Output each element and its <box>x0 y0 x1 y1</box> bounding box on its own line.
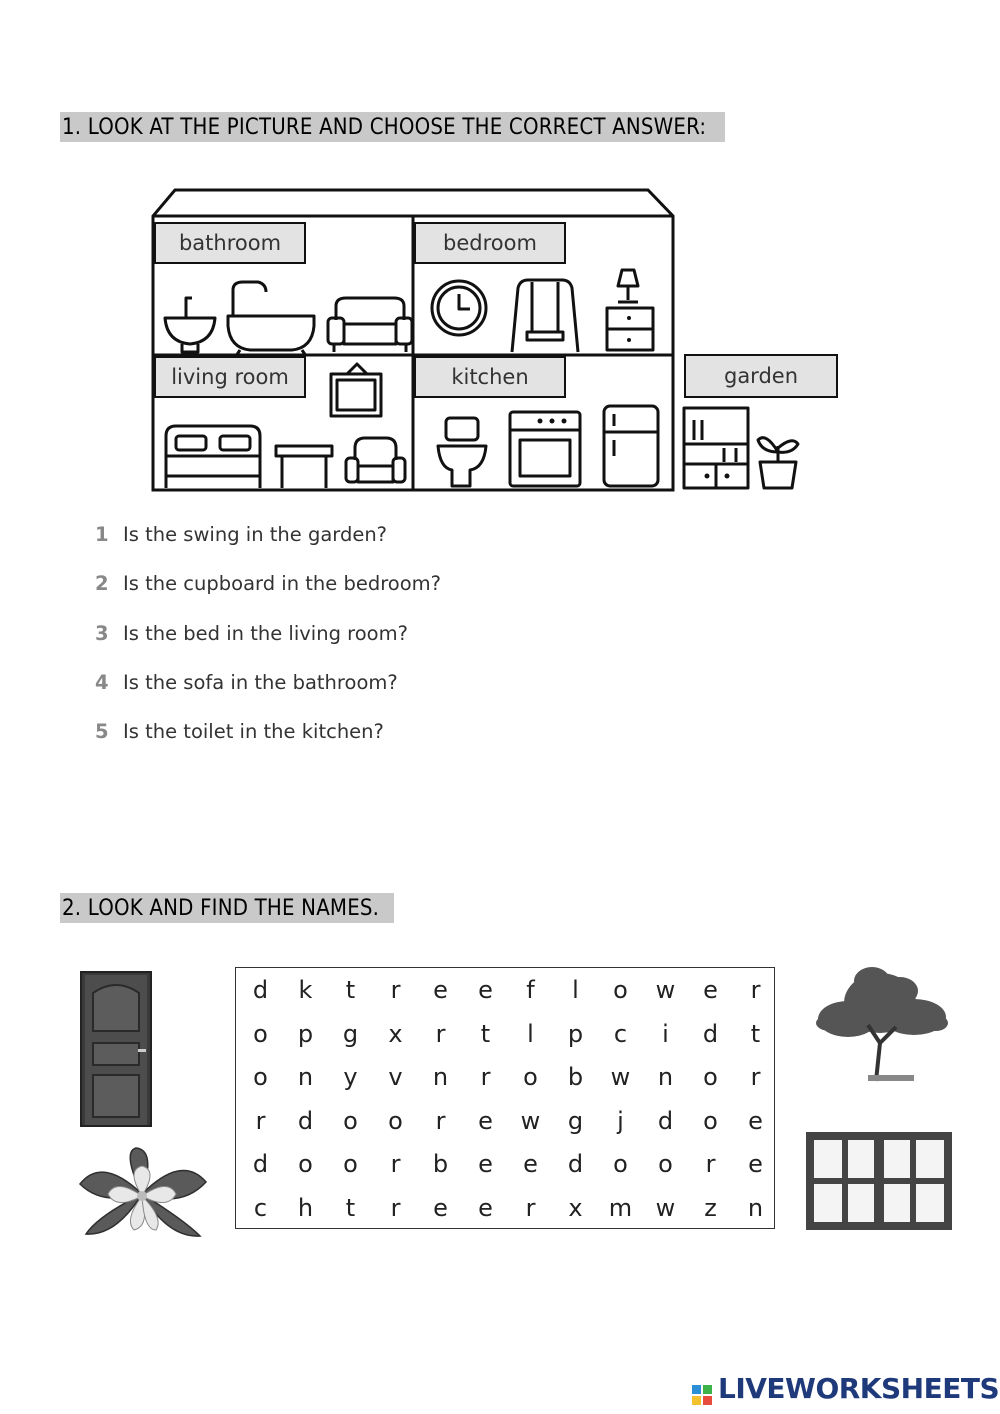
liveworksheets-logo-icon <box>692 1371 716 1407</box>
swing-icon <box>512 280 578 352</box>
grid-cell-r3-c11[interactable]: o <box>703 1063 718 1091</box>
grid-cell-r6-c1[interactable]: c <box>253 1193 268 1222</box>
grid-cell-r2-c1[interactable]: o <box>253 1019 268 1048</box>
grid-cell-r6-c8[interactable]: x <box>568 1193 583 1222</box>
word-search-grid[interactable] <box>235 967 775 1229</box>
grid-cell-r4-c9[interactable]: j <box>617 1106 624 1135</box>
grid-cell-r3-c1[interactable]: o <box>253 1063 268 1091</box>
grid-cell-r4-c3[interactable]: o <box>343 1106 358 1135</box>
sofa-icon <box>328 298 412 352</box>
grid-cell-r4-c12[interactable]: e <box>748 1106 763 1135</box>
house-illustration <box>0 0 1000 500</box>
grid-cell-r1-c5[interactable]: e <box>433 976 448 1004</box>
section1-heading: 1. LOOK AT THE PICTURE AND CHOOSE THE CORRECT ANSWER: <box>60 112 725 142</box>
grid-cell-r2-c2[interactable]: p <box>297 1019 314 1048</box>
door-picture <box>80 971 152 1127</box>
clock-icon <box>432 281 486 335</box>
nightstand-lamp-icon <box>607 270 653 350</box>
grid-cell-r3-c2[interactable]: n <box>297 1063 314 1091</box>
grid-cell-r6-c12[interactable]: n <box>747 1193 764 1222</box>
grid-cell-r6-c11[interactable]: z <box>704 1193 717 1222</box>
grid-cell-r2-c6[interactable]: t <box>480 1019 491 1048</box>
grid-cell-r3-c6[interactable]: r <box>480 1063 491 1091</box>
grid-cell-r1-c4[interactable]: r <box>390 976 401 1004</box>
grid-cell-r3-c12[interactable]: r <box>750 1063 761 1091</box>
grid-cell-r4-c8[interactable]: g <box>567 1106 584 1135</box>
bed-icon <box>166 426 260 488</box>
grid-cell-r5-c1[interactable]: d <box>252 1150 269 1178</box>
brand-name: LIVEWORKSHEETS <box>718 1372 1000 1405</box>
grid-cell-r2-c8[interactable]: p <box>567 1019 584 1048</box>
picture-frame-icon <box>331 364 381 416</box>
grid-cell-r1-c11[interactable]: e <box>703 976 718 1004</box>
grid-cell-r2-c3[interactable]: g <box>342 1019 359 1048</box>
grid-cell-r6-c10[interactable]: w <box>655 1193 676 1222</box>
grid-cell-r5-c6[interactable]: e <box>478 1150 493 1178</box>
grid-cell-r6-c4[interactable]: r <box>390 1193 401 1222</box>
grid-cell-r4-c11[interactable]: o <box>703 1106 718 1135</box>
grid-cell-r3-c7[interactable]: o <box>523 1063 538 1091</box>
grid-cell-r2-c12[interactable]: t <box>750 1019 761 1048</box>
room-label-kitchen-text: kitchen <box>451 365 529 389</box>
grid-cell-r1-c3[interactable]: t <box>345 976 356 1004</box>
room-label-bedroom-text: bedroom <box>443 231 537 255</box>
flower-picture <box>72 1146 212 1242</box>
grid-cell-r5-c12[interactable]: e <box>748 1150 763 1178</box>
grid-cell-r1-c8[interactable]: l <box>572 976 579 1004</box>
grid-cell-r2-c5[interactable]: r <box>435 1019 446 1048</box>
grid-cell-r3-c8[interactable]: b <box>567 1063 584 1091</box>
grid-cell-r5-c8[interactable]: d <box>567 1150 584 1178</box>
table-icon <box>276 446 332 488</box>
toilet-icon <box>438 418 486 486</box>
grid-cell-r3-c5[interactable]: n <box>432 1063 449 1091</box>
tree-picture <box>810 963 950 1085</box>
grid-cell-r2-c9[interactable]: c <box>613 1019 628 1048</box>
grid-cell-r1-c2[interactable]: k <box>298 976 313 1004</box>
grid-cell-r2-c7[interactable]: l <box>527 1019 534 1048</box>
grid-cell-r4-c7[interactable]: w <box>520 1106 541 1135</box>
section2-heading: 2. LOOK AND FIND THE NAMES. <box>60 893 394 923</box>
grid-cell-r1-c10[interactable]: w <box>655 976 676 1004</box>
grid-cell-r5-c11[interactable]: r <box>705 1150 716 1178</box>
grid-cell-r3-c10[interactable]: n <box>657 1063 674 1091</box>
room-label-living-room <box>155 357 305 397</box>
room-label-living-room-text: living room <box>171 365 289 389</box>
grid-cell-r5-c9[interactable]: o <box>613 1150 628 1178</box>
grid-cell-r3-c3[interactable]: y <box>343 1063 358 1091</box>
question-1: 1 Is the swing in the garden? <box>95 523 388 546</box>
door-handle-icon <box>138 1049 146 1052</box>
room-label-garden-text: garden <box>723 364 799 388</box>
bathtub-icon <box>228 282 314 356</box>
grid-cell-r5-c2[interactable]: o <box>298 1150 313 1178</box>
grid-cell-r6-c3[interactable]: t <box>345 1193 356 1222</box>
armchair-icon <box>346 438 405 482</box>
grid-cell-r6-c9[interactable]: m <box>608 1193 633 1222</box>
grid-cell-r5-c10[interactable]: o <box>658 1150 673 1178</box>
window-picture <box>806 1132 952 1230</box>
grid-cell-r3-c9[interactable]: w <box>610 1063 631 1091</box>
grid-cell-r5-c3[interactable]: o <box>343 1150 358 1178</box>
room-label-kitchen <box>415 357 565 397</box>
question-5: 5 Is the toilet in the kitchen? <box>95 720 384 743</box>
question-2: 2 Is the cupboard in the bedroom? <box>95 572 441 595</box>
sink-icon <box>165 298 215 352</box>
room-label-garden <box>685 355 837 397</box>
grid-cell-r3-c4[interactable]: v <box>388 1063 403 1091</box>
room-label-bedroom <box>415 223 565 263</box>
question-4: 4 Is the sofa in the bathroom? <box>95 671 398 694</box>
grid-cell-r2-c4[interactable]: x <box>388 1019 403 1048</box>
grid-cell-r4-c6[interactable]: e <box>478 1106 493 1135</box>
grid-cell-r1-c6[interactable]: e <box>478 976 493 1004</box>
potted-plant-icon <box>758 438 798 488</box>
grid-cell-r6-c7[interactable]: r <box>525 1193 536 1222</box>
question-3: 3 Is the bed in the living room? <box>95 622 408 645</box>
grid-cell-r5-c4[interactable]: r <box>390 1150 401 1178</box>
grid-cell-r1-c7[interactable]: f <box>526 976 535 1004</box>
grid-cell-r4-c5[interactable]: r <box>435 1106 446 1135</box>
fridge-icon <box>604 406 658 486</box>
grid-cell-r1-c9[interactable]: o <box>613 976 628 1004</box>
room-label-bathroom <box>155 223 305 263</box>
room-label-bathroom-text: bathroom <box>178 231 282 255</box>
grid-cell-r4-c4[interactable]: o <box>388 1106 403 1135</box>
grid-cell-r2-c10[interactable]: i <box>662 1019 669 1048</box>
grid-cell-r5-c7[interactable]: e <box>523 1150 538 1178</box>
grid-cell-r1-c12[interactable]: r <box>750 976 761 1004</box>
grid-cell-r1-c1[interactable]: d <box>252 976 269 1004</box>
grid-cell-r5-c5[interactable]: b <box>432 1150 449 1178</box>
grid-cell-r6-c2[interactable]: h <box>297 1193 314 1222</box>
grid-cell-r4-c2[interactable]: d <box>297 1106 314 1135</box>
grid-cell-r6-c6[interactable]: e <box>478 1193 493 1222</box>
bookshelf-icon <box>684 408 748 488</box>
grid-cell-r6-c5[interactable]: e <box>433 1193 448 1222</box>
grid-cell-r4-c10[interactable]: d <box>657 1106 674 1135</box>
stove-icon <box>510 412 580 486</box>
grid-cell-r2-c11[interactable]: d <box>702 1019 719 1048</box>
grid-cell-r4-c1[interactable]: r <box>255 1106 266 1135</box>
